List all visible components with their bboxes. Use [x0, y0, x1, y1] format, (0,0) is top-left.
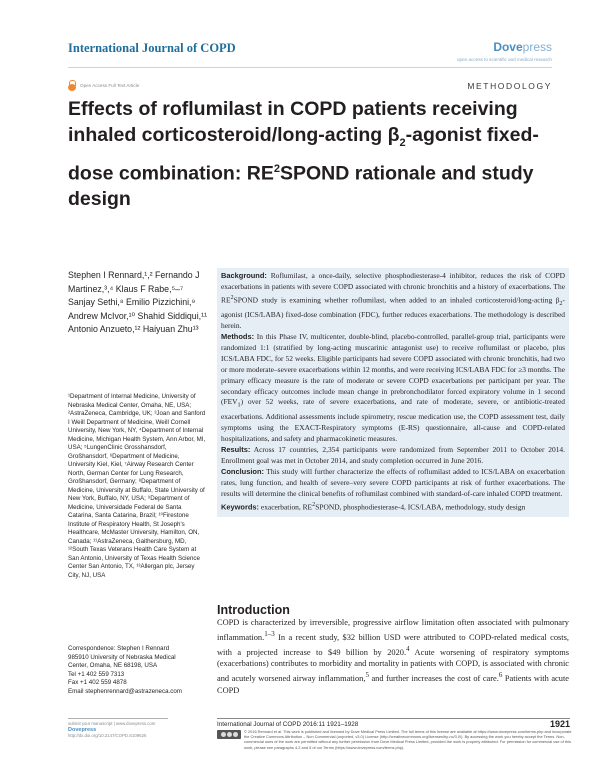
abstract-results: Results: Across 17 countries, 2,354 participants were randomized from September 2011 to October 2014. Enrollment goal was met in October 2014, and study completion occurred in June 2016. — [221, 444, 565, 465]
publisher-logo-bold: Dove — [493, 40, 523, 54]
reference-link[interactable]: 1–3 — [264, 629, 275, 638]
publisher-logo-light: press — [522, 40, 552, 54]
journal-title: International Journal of COPD — [68, 41, 236, 55]
correspondence: Correspondence: Stephen I Rennard 985910 University of Nebraska Medical Center, Omaha, NE 68198, USA Tel +1 402 559 7313 Fax +1 402 559 4878 Email stephenrennard@astrazeneca.com — [68, 645, 218, 696]
abstract-conclusion: Conclusion: This study will further characterize the effects of roflumilast added to ICS/LABA on exacerbation rates, lung function, and health of severe–very severe COPD participants at risk of further exacerbations. The results will determine the clinical benefits of roflumilast combined with standard-of-care inhaled COPD treatment. — [221, 466, 565, 498]
page-number: 1921 — [549, 719, 570, 729]
footer-submission — [68, 721, 208, 740]
introduction-heading: Introduction — [217, 603, 290, 617]
reference-link[interactable]: 5 — [365, 671, 369, 680]
affiliations: ¹Department of Internal Medicine, University of Nebraska Medical Center, Omaha, NE, USA; ²AstraZeneca, Cambridge, UK; ³Joan and Sanford I Weill Department of Medicine, Weill Cornell University, New York, NY, ⁴Department of Internal Medicine, Michigan Health System, Ann Arbor, MI, USA; ⁵LungenClinic Grosshansdorf, Großhansdorf, ⁶Department of Medicine, University Kiel, Kiel, ⁷Airway Research Center North, German Center for Lung Research, Großhansdorf, Germany; ⁸Department of Medicine, University at Buffalo, State University of New York, Buffalo, NY, USA; ⁹Department of Medicine, Universidade Federal de Santa Catarina, Santa Catarina, Brazil; ¹⁰Firestone Institute of Respiratory Health, St Joseph's Healthcare, McMaster University, Hamilton, ON, Canada; ¹¹AstraZeneca, Gaithersburg, MD, ¹²South Texas Veterans Health Care System at San Antonio, University of Texas Health Science Center San Antonio, TX, ¹³Allergan plc, Jersey City, NJ, USA — [68, 393, 206, 579]
footer-dovepress-logo[interactable]: Dovepress — [68, 727, 97, 734]
reference-link[interactable]: 6 — [498, 671, 503, 680]
open-access-badge — [68, 80, 139, 91]
abstract-background: Background: Roflumilast, a once-daily, selective phosphodiesterase-4 inhibitor, reduces the risk of COPD exacerbations in patients with severe COPD associated with chronic bronchitis and a history of exacerbations. The $RE^2SPOND$ study is examining whether roflumilast, when added to an inhaled corticosteroid/long-acting $\beta_2$-agonist (ICS/LABA) fixed-dose combination (FDC), further reduces exacerbations. The methodology is described herein. — [221, 271, 565, 330]
publisher-tagline: open access to scientific and medical research — [457, 57, 552, 62]
publisher-logo[interactable] — [493, 40, 552, 54]
article-type: METHODOLOGY — [467, 81, 552, 91]
creative-commons-icon — [217, 730, 241, 739]
correspondence-email[interactable]: Email stephenrennard@astrazeneca.com — [68, 687, 182, 695]
header-divider — [68, 67, 552, 68]
article-title: Effects of roflumilast in COPD patients receiving inhaled corticosteroid/long-acting $\beta_2$-agonist fixed-dose combination: $RE^2SPOND$ rationale and study design — [68, 98, 539, 211]
footer-divider-left — [68, 718, 168, 719]
footer-citation: International Journal of COPD 2016:11 1921–1928 — [217, 721, 359, 728]
doi-link[interactable]: http://dx.doi.org/10.2147/COPD.S109626 — [68, 733, 147, 739]
open-access-label: Open Access Full Text Article — [80, 83, 140, 88]
license-text: © 2016 Rennard et al. This work is published and licensed by Dove Medical Press Limited. The full terms of this license are available at https://www.dovepress.com/terms.php and incorporate the Creative Commons Attribution – Non Commercial (unported, v3.0) License (http://creativecommons.org/licenses/by-nc/3.0/). By accessing the work you hereby accept the Terms. Non-commercial uses of the work are permitted without any further permission from Dove Medical Press Limited, provided the work is properly attributed. For permission for commercial use of this work, please see paragraphs 4.2 and 5 of our Terms (https://www.dovepress.com/terms.php). — [244, 729, 572, 750]
footer-divider — [217, 718, 570, 719]
abstract-methods: Methods: In this Phase IV, multicenter, double-blind, placebo-controlled, parallel-group trial, participants were randomized 1:1 (stratified by long-acting muscarinic antagonist use) to receive roflumilast or placebo, plus ICS/LABA FDC, for 52 weeks. Eligible participants had severe COPD associated with chronic bronchitis, had two or more moderate–severe exacerbations within 12 months, and were receiving ICS/LABA FDC for ≥3 months. The primary efficacy measure is the rate of moderate or severe COPD exacerbations per participant per year. The secondary efficacy outcomes include mean change in prebronchodilator forced expiratory volume in 1 second $(FEV_1)$ over 52 weeks, rate of severe exacerbations, and rate of moderate, severe, or antibiotic-treated exacerbations. Additional assessments include spirometry, rescue medication use, the COPD assessment test, daily symptoms using the EXACT-Respiratory symptoms (E-RS) questionnaire, all-cause and COPD-related hospitalizations, and safety and pharmacokinetic measures. — [221, 331, 565, 443]
introduction-text: COPD is characterized by irreversible, progressive airflow limitation often associated with pulmonary inflammation.$^{1-3}$ In a recent study, $32 billion USD were attributed to COPD-related medical costs, with a projected increase to $49 billion by 2020.$^4$ Acute worsening of respiratory symptoms (exacerbations) contributes to morbidity and mortality in patients with COPD, is associated with chronic and acutely worsened airway inflammation,$^5$ and further increases the cost of care.$^6$ Patients with acute COPD — [217, 618, 569, 695]
abstract-keywords: Keywords: exacerbation, $RE^2SPOND$, phosphodiesterase-4, ICS/LABA, methodology, study design — [221, 500, 526, 511]
abstract-box — [217, 268, 569, 517]
submit-manuscript-link[interactable]: submit your manuscript | www.dovepress.com — [68, 721, 156, 726]
open-lock-icon — [68, 80, 76, 91]
author-list: Stephen I Rennard,¹,² Fernando J Martinez,³,⁴ Klaus F Rabe,⁵–⁷ Sanjay Sethi,⁸ Emilio Pizzichini,⁹ Andrew McIvor,¹⁰ Shahid Siddiqui,¹¹ Antonio Anzueto,¹² Haiyuan Zhu¹³ — [68, 270, 207, 334]
reference-link[interactable]: 4 — [406, 644, 410, 653]
